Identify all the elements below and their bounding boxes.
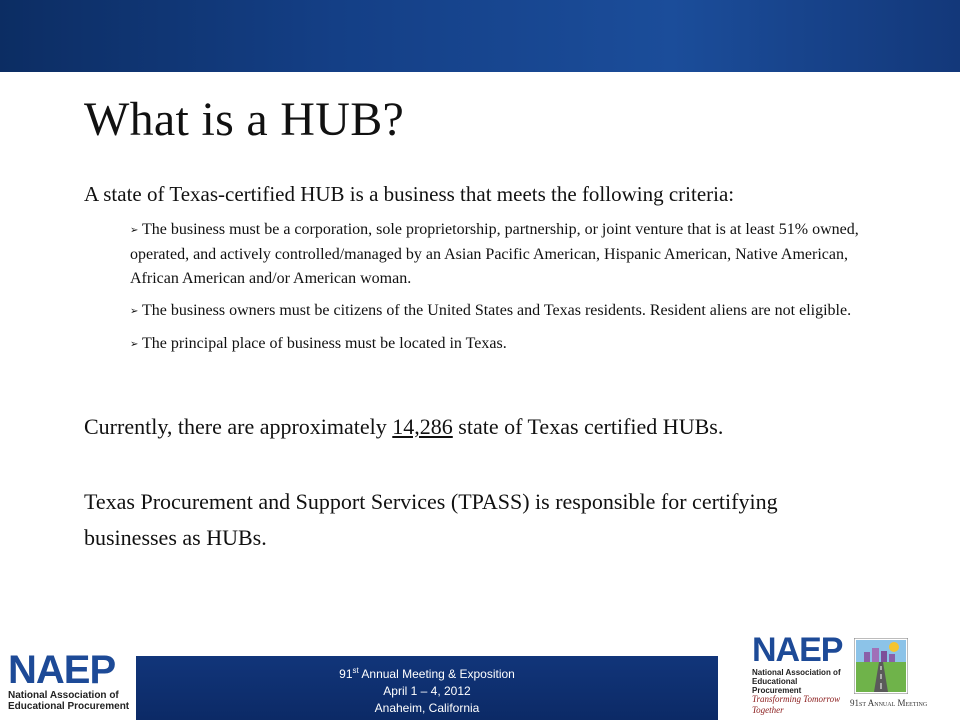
slide-title: What is a HUB? [84, 93, 405, 146]
road-skyline-emblem-icon [854, 638, 908, 694]
header-band [0, 0, 960, 72]
hub-count-paragraph [84, 412, 904, 442]
logo-annual-meeting: 91st Annual Meeting [850, 698, 928, 708]
naep-logo-left [8, 650, 132, 714]
logo-subtitle: National Association of Educational Procurement [752, 668, 841, 695]
footer-event-title: 91st Annual Meeting & Exposition [339, 666, 515, 681]
arrow-bullet-icon: ➢ [130, 306, 139, 317]
bullet-text: The principal place of business must be located in Texas. [142, 335, 507, 352]
logo-subtitle: National Association of Educational Procurement [8, 690, 130, 712]
footer-dates: April 1 – 4, 2012 [383, 684, 471, 698]
intro-text: A state of Texas-certified HUB is a business that meets the following criteria: [84, 182, 735, 206]
arrow-bullet-icon: ➢ [130, 339, 139, 350]
logo-wordmark: NAEP [8, 648, 116, 692]
para-text: Currently, there are approximately [84, 414, 393, 439]
footer-location: Anaheim, California [374, 701, 480, 715]
logo-wordmark: NAEP [752, 631, 843, 669]
tpass-paragraph: Texas Procurement and Support Services (TPASS) is responsible for certifying businesses as HUBs. [84, 489, 778, 550]
bullet-text: The business must be a corporation, sole proprietorship, partnership, or joint venture that is at least 51% owned, operated, and actively controlled/managed by an Asian Pacific American, Hispanic American, Native American, African American and/or American woman. [130, 221, 859, 287]
list-item [130, 218, 870, 291]
hub-count-value: 14,286 [392, 414, 453, 439]
arrow-bullet-icon: ➢ [130, 225, 139, 236]
criteria-list [130, 218, 870, 365]
para-text: state of Texas certified HUBs. [452, 414, 724, 439]
list-item [130, 299, 870, 324]
list-item [130, 332, 870, 357]
logo-tagline: Transforming Tomorrow Together [752, 694, 841, 715]
naep-logo-right [750, 632, 960, 720]
footer-band [136, 656, 718, 720]
bullet-text: The business owners must be citizens of the United States and Texas residents. Resident aliens are not eligible. [142, 302, 852, 319]
